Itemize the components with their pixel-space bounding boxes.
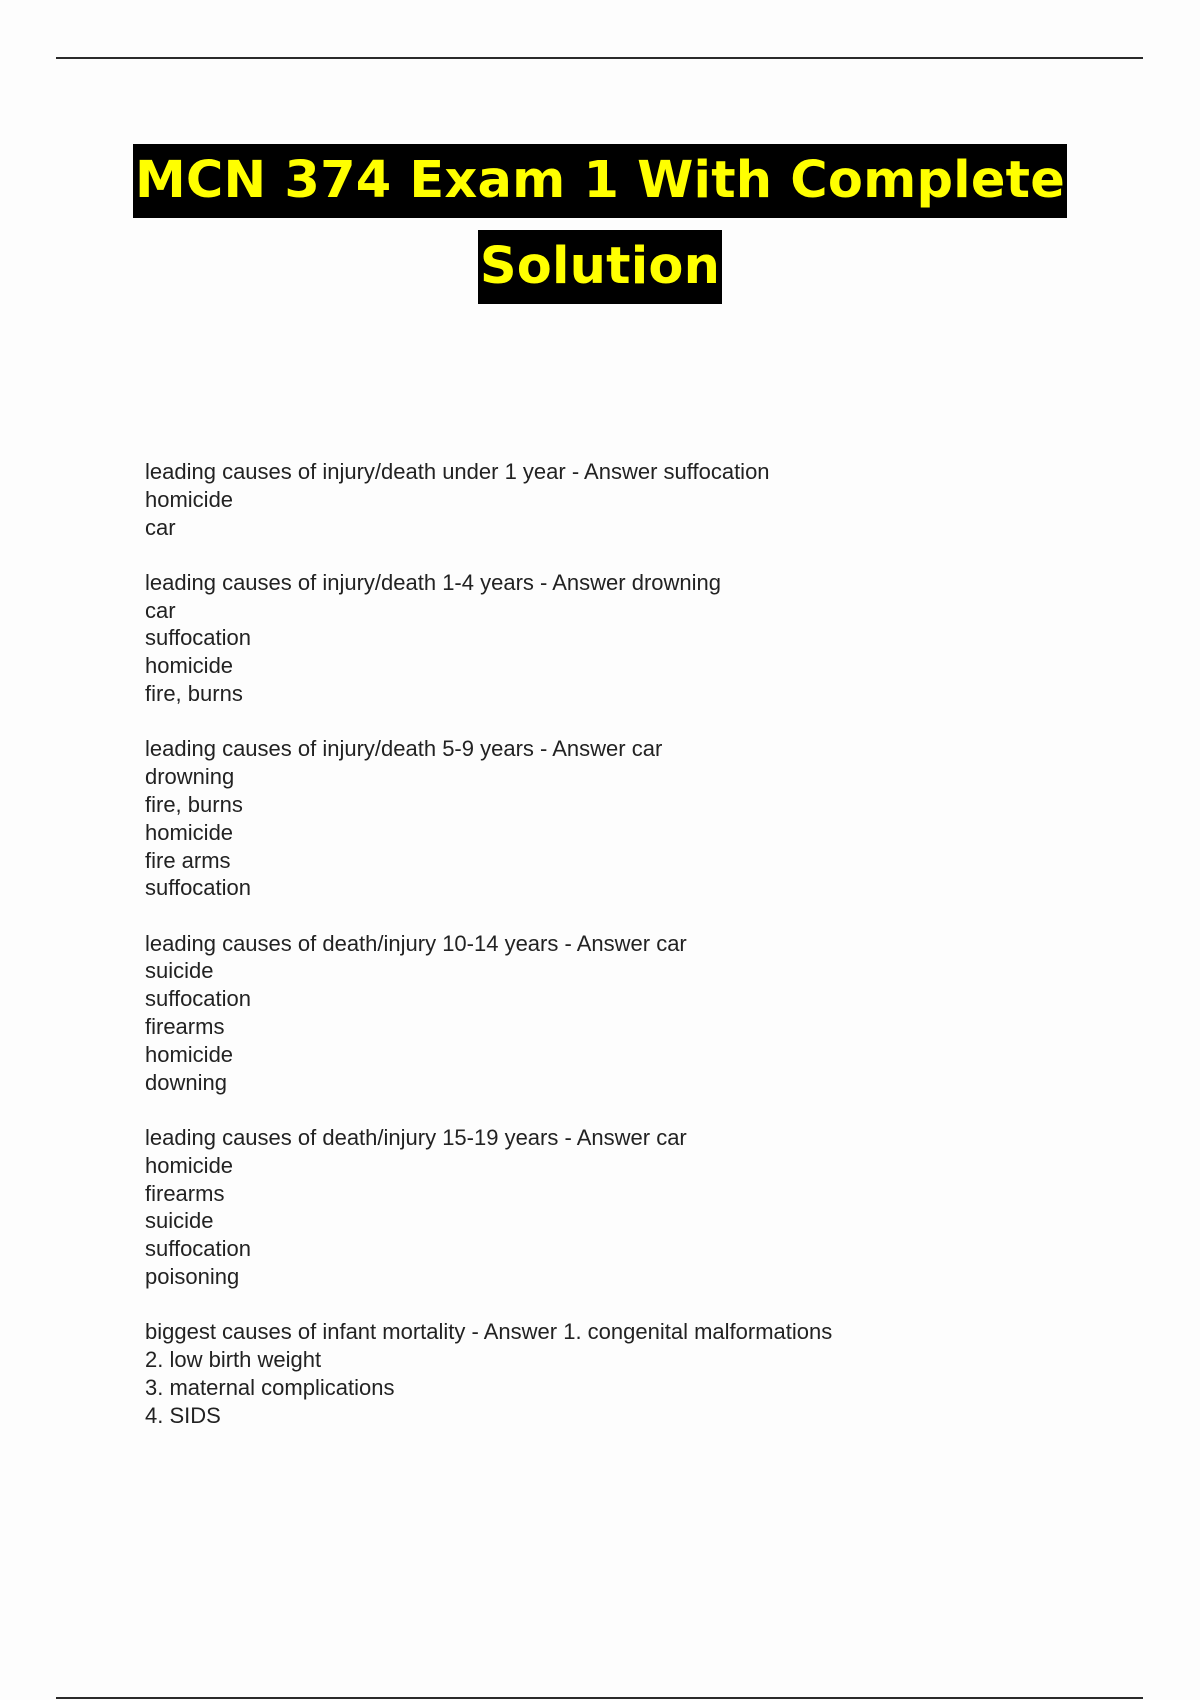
qa-question-line: [145, 1318, 1125, 1346]
qa-question-line: [145, 1124, 1125, 1152]
qa-answer-line: car: [145, 514, 176, 540]
qa-answer-line: suffocation: [145, 1236, 252, 1262]
qa-answer: car: [631, 736, 663, 762]
qa-answer-line: suffocation: [145, 875, 252, 901]
qa-answer-line: car: [145, 597, 176, 623]
qa-answer-line: fire, burns: [145, 681, 243, 707]
qa-answer-line: fire, burns: [145, 791, 243, 817]
title-line-2: Solution: [478, 230, 722, 304]
qa-answer-prefix: - Answer: [465, 1319, 564, 1345]
qa-answer: 1. congenital malformations: [563, 1319, 833, 1345]
qa-answer-line: suffocation: [145, 625, 252, 651]
qa-answer-line: firearms: [145, 1180, 225, 1206]
qa-answer-prefix: - Answer: [558, 930, 657, 956]
qa-entry: [145, 569, 1125, 708]
qa-list: [145, 458, 1125, 1457]
qa-answer-line: poisoning: [145, 1263, 240, 1289]
qa-question: leading causes of injury/death 1-4 years: [145, 569, 534, 595]
qa-answer-prefix: - Answer: [558, 1124, 657, 1150]
qa-answer-line: homicide: [145, 1152, 234, 1178]
qa-answer-line: fire arms: [145, 847, 231, 873]
qa-entry: [145, 930, 1125, 1097]
qa-answer-line: suicide: [145, 1208, 214, 1234]
title-line-1: MCN 374 Exam 1 With Complete: [133, 144, 1067, 218]
qa-answer-line: downing: [145, 1069, 227, 1095]
qa-answer-line: homicide: [145, 819, 234, 845]
qa-question: leading causes of death/injury 10-14 years: [145, 930, 559, 956]
qa-answer-prefix: - Answer: [533, 736, 632, 762]
document-title: [0, 144, 1200, 316]
qa-entry: [145, 458, 1125, 541]
qa-question: biggest causes of infant mortality: [145, 1319, 466, 1345]
qa-answer-line: 2. low birth weight: [145, 1347, 322, 1373]
qa-question: leading causes of injury/death 5-9 years: [145, 736, 534, 762]
header-rule: [56, 57, 1143, 59]
qa-question-line: [145, 930, 1125, 958]
qa-answer-line: 4. SIDS: [145, 1402, 221, 1428]
qa-answer-line: 3. maternal complications: [145, 1374, 395, 1400]
qa-answer-line: firearms: [145, 1014, 225, 1040]
qa-answer-line: homicide: [145, 1041, 234, 1067]
qa-question-line: [145, 458, 1125, 486]
qa-answer-line: suicide: [145, 958, 214, 984]
qa-answer-line: homicide: [145, 653, 234, 679]
qa-answer: drowning: [631, 569, 721, 595]
qa-answer-line: drowning: [145, 764, 235, 790]
qa-question: leading causes of death/injury 15-19 years: [145, 1124, 559, 1150]
qa-answer: car: [656, 930, 687, 956]
qa-answer-prefix: - Answer: [565, 459, 664, 484]
qa-answer-line: homicide: [145, 486, 234, 512]
qa-question-line: [145, 735, 1125, 763]
qa-answer-line: suffocation: [145, 986, 252, 1012]
qa-question: leading causes of injury/death under 1 year: [145, 459, 566, 484]
qa-entry: [145, 1124, 1125, 1291]
qa-question-line: [145, 569, 1125, 597]
qa-answer: car: [656, 1124, 687, 1150]
footer-rule: [56, 1697, 1143, 1699]
qa-entry: [145, 735, 1125, 902]
qa-entry: [145, 1318, 1125, 1429]
qa-answer: suffocation: [663, 459, 770, 484]
qa-answer-prefix: - Answer: [533, 569, 632, 595]
